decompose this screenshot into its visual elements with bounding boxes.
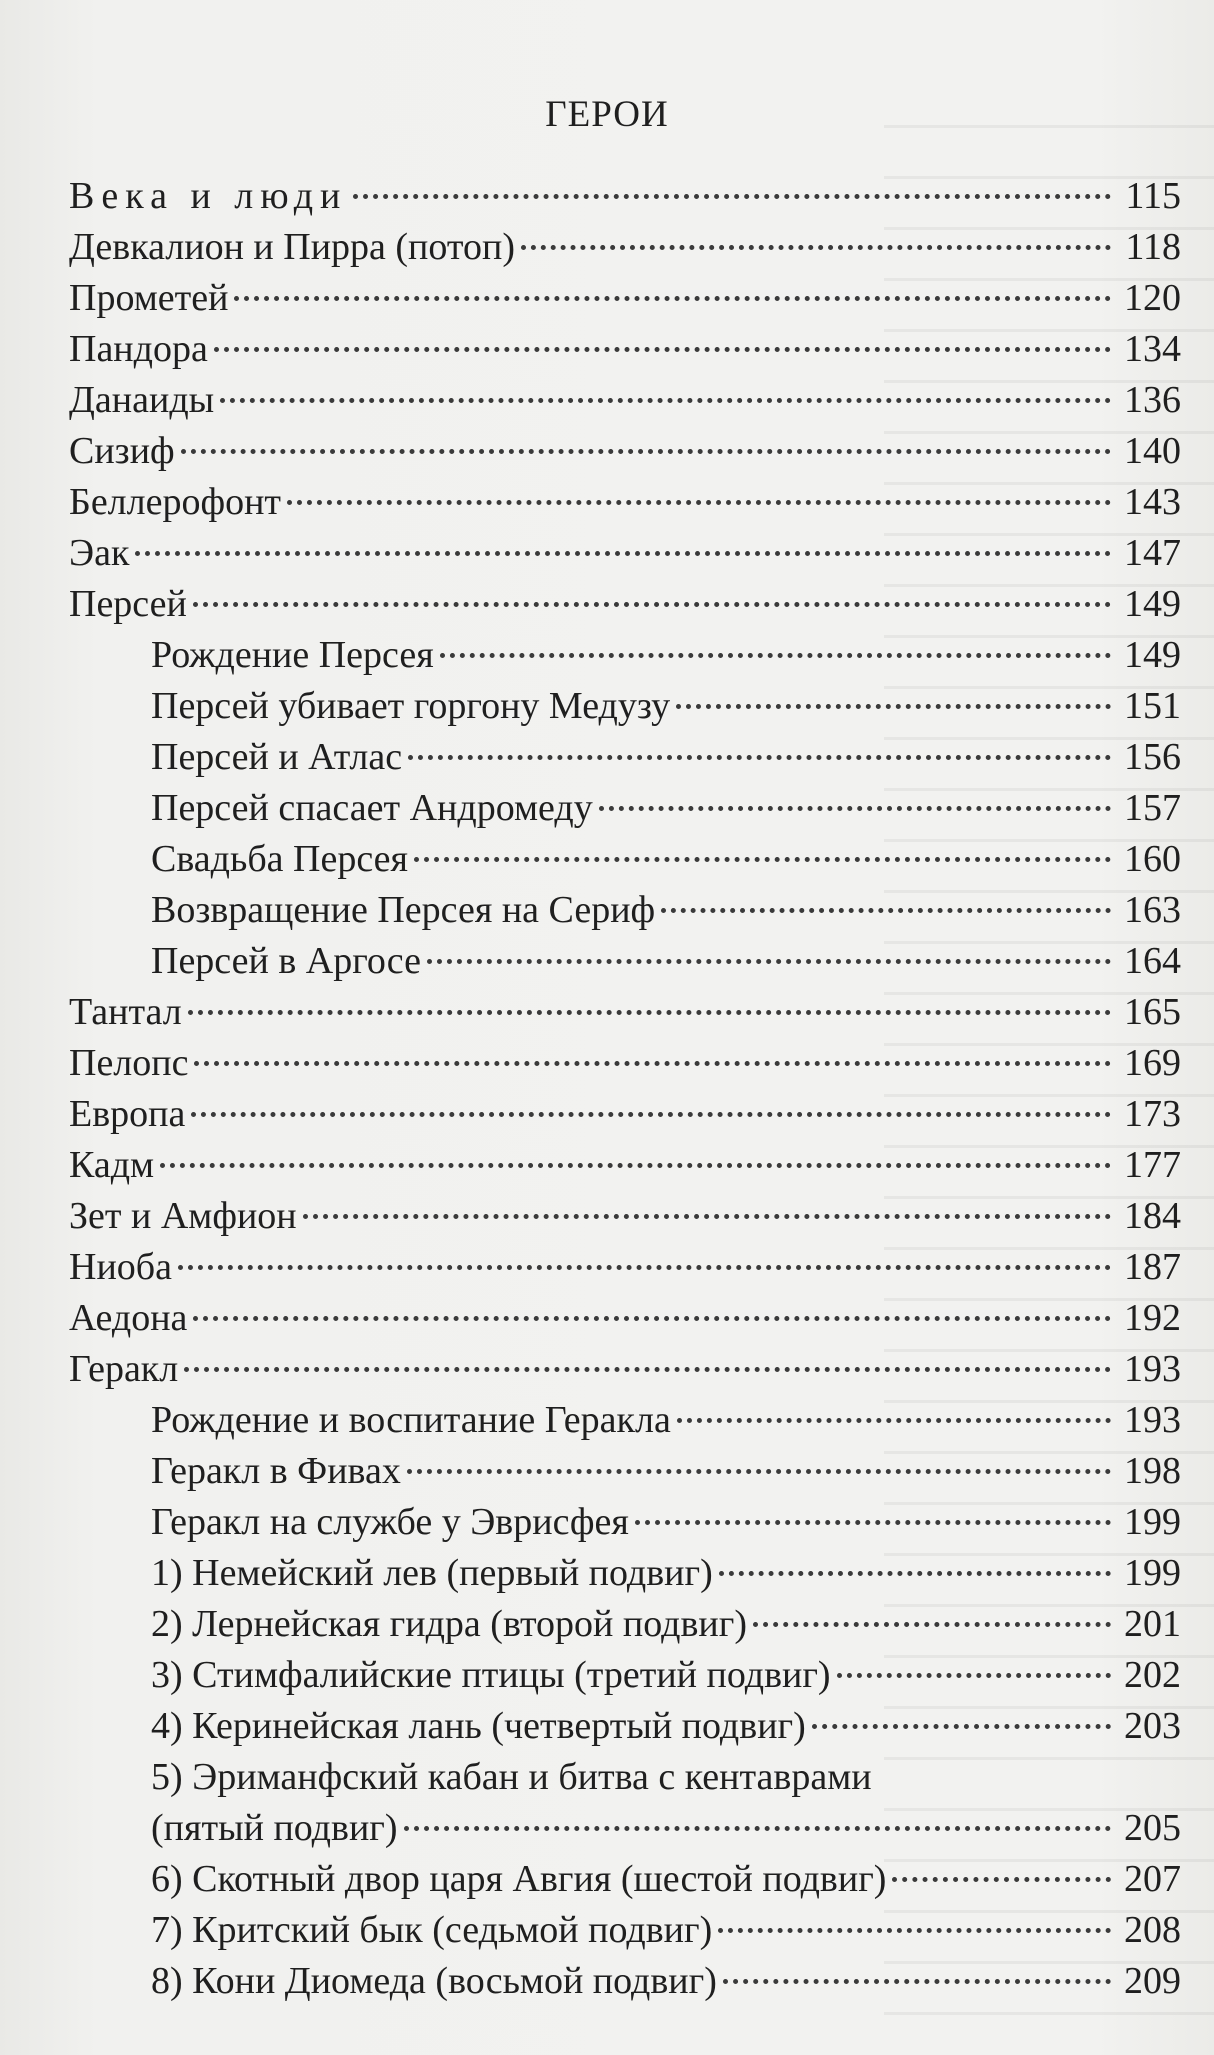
toc-entry [69,528,1181,579]
entry-title: Геракл в Фивах [151,1450,401,1492]
dot-leader [135,551,1111,556]
dot-leader [719,1571,1111,1576]
toc-entry [69,1344,1181,1395]
dot-leader [408,755,1111,760]
dot-leader [178,1265,1111,1270]
toc-entry [69,987,1181,1038]
entry-page-number: 202 [1124,1654,1181,1696]
entry-title: 8) Кони Диомеда (восьмой подвиг) [151,1960,717,2002]
toc-entry [69,579,1181,630]
entry-page-number: 136 [1124,379,1181,421]
toc-subentry [69,681,1181,732]
entry-title: 7) Критский бык (седьмой подвиг) [151,1909,713,1951]
dot-leader [160,1163,1111,1168]
entry-title: Девкалион и Пирра (потоп) [69,226,515,268]
entry-page-number: 207 [1124,1858,1181,1900]
entry-page-number: 147 [1124,532,1181,574]
entry-page-number: 157 [1124,787,1181,829]
entry-title: 5) Эриманфский кабан и битва с кентаврами [151,1756,872,1798]
dot-leader [353,194,1111,199]
entry-page-number: 192 [1124,1297,1181,1339]
toc-entry [69,1038,1181,1089]
entry-page-number: 177 [1124,1144,1181,1186]
entry-title: Свадьба Персея [151,838,409,880]
entry-page-number: 134 [1124,328,1181,370]
entry-page-number: 169 [1124,1042,1181,1084]
entry-page-number: 140 [1124,430,1181,472]
entry-title: Аедона [69,1297,188,1339]
entry-page-number: 164 [1124,940,1181,982]
toc-subentry [69,1956,1181,2007]
toc-entry [69,1242,1181,1293]
toc-subentry [69,1446,1181,1497]
entry-page-number: 149 [1124,583,1181,625]
entry-title: (пятый подвиг) [151,1807,398,1849]
toc-subentry [69,1599,1181,1650]
toc-entry [69,324,1181,375]
entry-page-number: 160 [1124,838,1181,880]
toc-entry [69,1140,1181,1191]
toc-subentry [69,1905,1181,1956]
dot-leader [181,449,1111,454]
entry-title: 4) Керинейская лань (четвертый подвиг) [151,1705,806,1747]
dot-leader [303,1214,1111,1219]
entry-title: Прометей [69,277,229,319]
toc-entry [69,222,1181,273]
dot-leader [407,1469,1111,1474]
dot-leader [287,500,1111,505]
entry-title: Данаиды [69,379,215,421]
entry-title: Пелопс [69,1042,189,1084]
entry-title: Рождение Персея [151,634,434,676]
toc-subentry-first-line [69,1752,1181,1803]
dot-leader [599,806,1111,811]
entry-title: Персей и Атлас [151,736,403,778]
entry-title: Зет и Амфион [69,1195,297,1237]
entry-page-number: 165 [1124,991,1181,1033]
dot-leader [193,1316,1111,1321]
dot-leader [188,1010,1111,1015]
toc-entry [69,273,1181,324]
dot-leader [521,245,1111,250]
entry-title: Кадм [69,1144,155,1186]
entry-page-number: 199 [1124,1501,1181,1543]
dot-leader [837,1673,1111,1678]
entry-title: Тантал [69,991,182,1033]
entry-title: Пандора [69,328,208,370]
dot-leader [184,1367,1111,1372]
toc-entry [69,477,1181,528]
entry-page-number: 149 [1124,634,1181,676]
dot-leader [404,1826,1111,1831]
dot-leader [812,1724,1111,1729]
toc-entry [69,1089,1181,1140]
entry-title: Европа [69,1093,186,1135]
dot-leader [414,857,1111,862]
entry-title: Века и люди [69,175,348,217]
dot-leader [718,1928,1111,1933]
entry-page-number: 209 [1124,1960,1181,2002]
toc-subentry [69,732,1181,783]
entry-page-number: 118 [1125,226,1181,268]
entry-page-number: 163 [1124,889,1181,931]
entry-title: Сизиф [69,430,175,472]
toc-subentry [69,1548,1181,1599]
entry-title: Рождение и воспитание Геракла [151,1399,671,1441]
dot-leader [193,602,1111,607]
toc-entry [69,171,1181,222]
entry-page-number: 198 [1124,1450,1181,1492]
toc-subentry [69,630,1181,681]
entry-title: Возвращение Персея на Сериф [151,889,656,931]
entry-page-number: 193 [1124,1399,1181,1441]
dot-leader [234,296,1111,301]
entry-page-number: 193 [1124,1348,1181,1390]
dot-leader [892,1877,1111,1882]
toc-entry [69,1293,1181,1344]
section-title: ГЕРОИ [545,94,669,135]
dot-leader [194,1061,1111,1066]
entry-page-number: 120 [1124,277,1181,319]
entry-page-number: 201 [1124,1603,1181,1645]
toc-subentry [69,1803,1181,1854]
entry-title: 2) Лернейская гидра (второй подвиг) [151,1603,747,1645]
dot-leader [723,1979,1111,1984]
entry-title: 6) Скотный двор царя Авгия (шестой подвиг) [151,1858,887,1900]
entry-title: 1) Немейский лев (первый подвиг) [151,1552,713,1594]
dot-leader [753,1622,1111,1627]
entry-title: Ниоба [69,1246,172,1288]
entry-title: Персей в Аргосе [151,940,422,982]
entry-page-number: 205 [1124,1807,1181,1849]
entry-page-number: 156 [1124,736,1181,778]
dot-leader [191,1112,1111,1117]
dot-leader [676,704,1111,709]
toc-subentry [69,1497,1181,1548]
entry-title: Персей убивает горгону Медузу [151,685,671,727]
entry-page-number: 151 [1124,685,1181,727]
entry-title: 3) Стимфалийские птицы (третий подвиг) [151,1654,831,1696]
dot-leader [427,959,1111,964]
toc-entry [69,1191,1181,1242]
entry-title: Персей [69,583,187,625]
dot-leader [635,1520,1111,1525]
entry-title: Геракл на службе у Эврисфея [151,1501,629,1543]
table-of-contents [69,171,1181,2007]
entry-page-number: 184 [1124,1195,1181,1237]
entry-title: Геракл [69,1348,179,1390]
toc-subentry [69,1854,1181,1905]
toc-subentry [69,1650,1181,1701]
entry-title: Эак [69,532,130,574]
dot-leader [220,398,1111,403]
dot-leader [440,653,1111,658]
toc-subentry [69,834,1181,885]
toc-entry [69,426,1181,477]
entry-page-number: 208 [1124,1909,1181,1951]
entry-page-number: 187 [1124,1246,1181,1288]
entry-page-number: 199 [1124,1552,1181,1594]
dot-leader [661,908,1111,913]
toc-entry [69,375,1181,426]
entry-page-number: 173 [1124,1093,1181,1135]
entry-title: Беллерофонт [69,481,282,523]
entry-page-number: 143 [1124,481,1181,523]
toc-subentry [69,1395,1181,1446]
dot-leader [677,1418,1111,1423]
toc-subentry [69,1701,1181,1752]
entry-page-number: 115 [1125,175,1181,217]
entry-title: Персей спасает Андромеду [151,787,593,829]
entry-page-number: 203 [1124,1705,1181,1747]
toc-subentry [69,885,1181,936]
toc-subentry [69,936,1181,987]
toc-subentry [69,783,1181,834]
dot-leader [214,347,1111,352]
